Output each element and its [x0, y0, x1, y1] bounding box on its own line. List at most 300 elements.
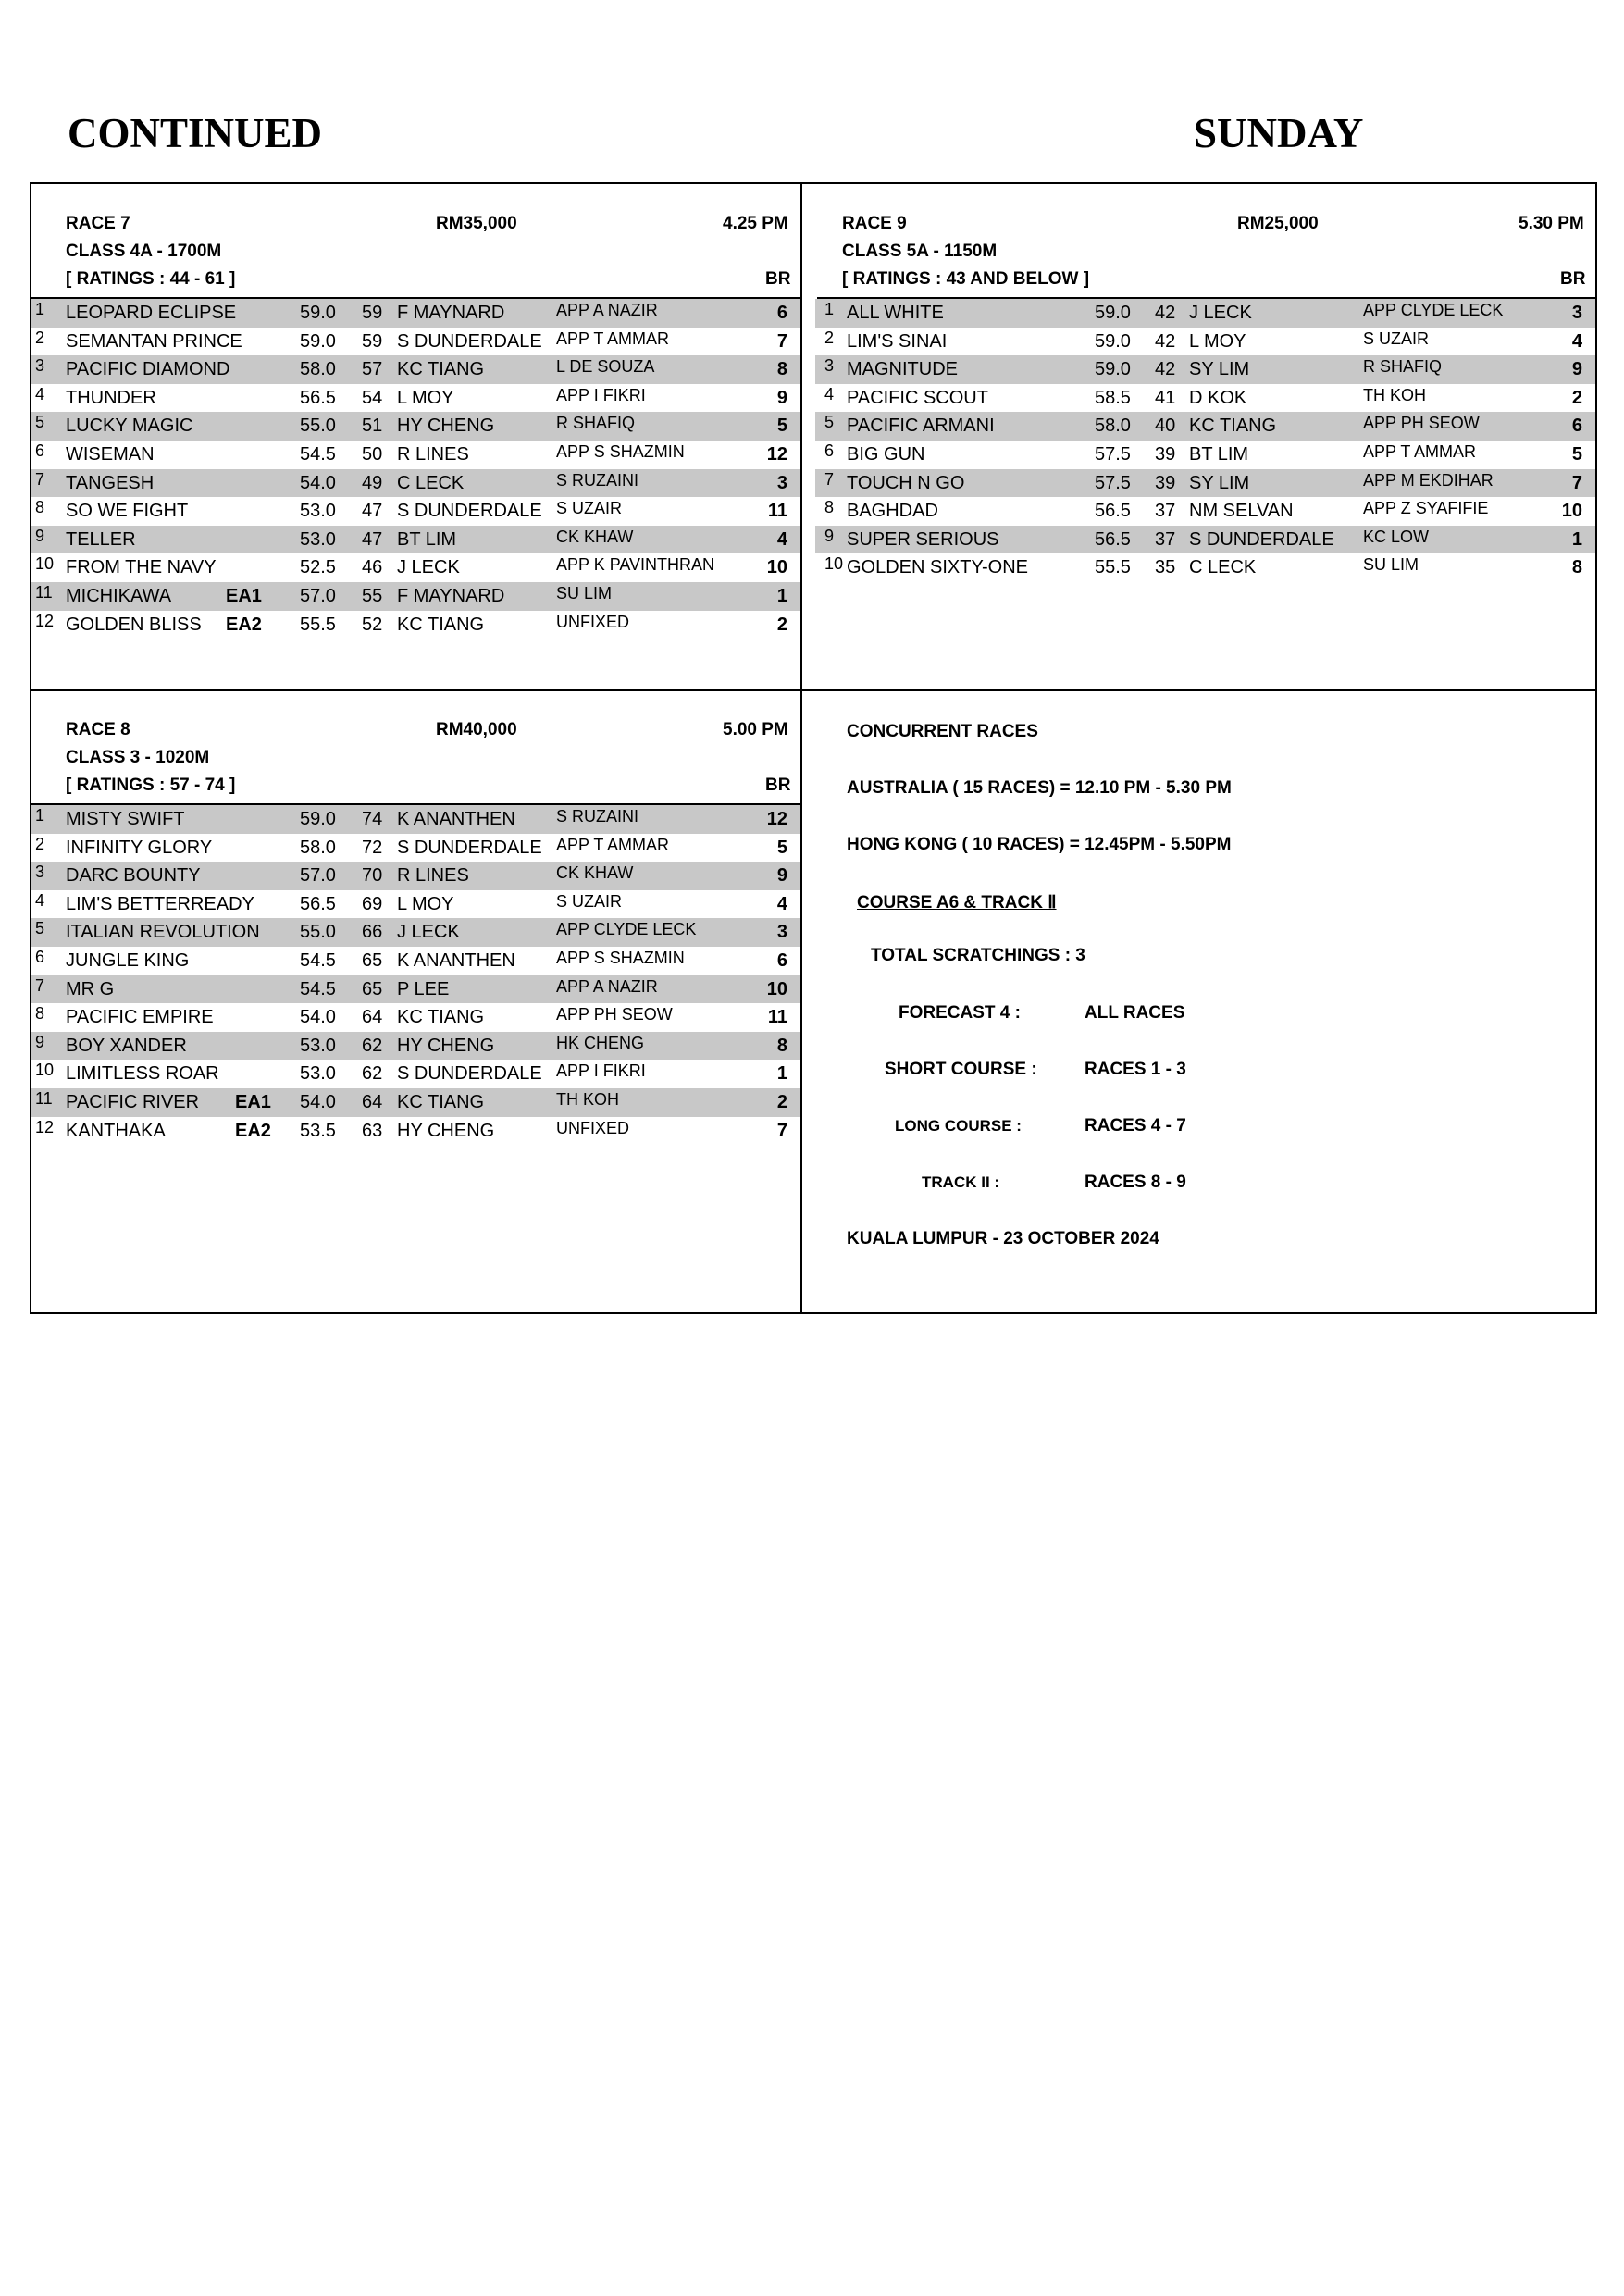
horse-name: SO WE FIGHT: [66, 501, 189, 522]
runner-row: [31, 890, 800, 919]
trainer: APP T AMMAR: [1363, 441, 1477, 461]
weight: 57.0: [300, 865, 336, 887]
runner-number: 12: [35, 611, 55, 630]
barrier-draw: 3: [1571, 303, 1582, 323]
runner-number: 7: [35, 975, 45, 995]
jockey: P LEE: [397, 978, 450, 999]
horse-name: BAGHDAD: [847, 501, 938, 522]
jockey: KC TIANG: [397, 359, 485, 380]
weight: 59.0: [300, 303, 336, 323]
runner-row: [31, 328, 800, 356]
trainer: R SHAFIQ: [1363, 357, 1443, 377]
weight: 54.0: [300, 472, 336, 493]
rating: 50: [362, 443, 383, 465]
jockey: J LECK: [397, 557, 460, 578]
weight: 58.5: [1095, 387, 1131, 408]
jockey: J LECK: [1189, 303, 1252, 323]
long-course-value: RACES 4 - 7: [1085, 1116, 1186, 1136]
trainer: APP I FIKRI: [556, 385, 646, 404]
runner-row: [31, 1032, 800, 1061]
runner-row: [31, 553, 800, 582]
weight: 55.0: [300, 416, 336, 437]
horse-name: GOLDEN BLISS: [66, 614, 202, 635]
runner-number: 6: [35, 947, 45, 966]
runner-row: [31, 299, 800, 328]
weight: 56.5: [300, 387, 336, 408]
jockey: R LINES: [397, 443, 469, 465]
rating: 63: [362, 1120, 383, 1141]
jockey: NM SELVAN: [1189, 501, 1294, 522]
horse-name: SUPER SERIOUS: [847, 528, 999, 550]
barrier-draw: 10: [1561, 501, 1582, 522]
runner-row: [31, 384, 800, 413]
trainer: APP T AMMAR: [556, 835, 670, 854]
runner-row: [31, 1117, 800, 1146]
barrier-draw: 4: [1571, 330, 1582, 352]
weight: 58.0: [1095, 416, 1131, 437]
barrier-draw: 9: [1571, 359, 1582, 380]
jockey: F MAYNARD: [397, 585, 505, 606]
horse-name: SEMANTAN PRINCE: [66, 330, 242, 352]
runner-row: [815, 441, 1595, 469]
trainer: APP S SHAZMIN: [556, 441, 685, 461]
trainer: KC LOW: [1363, 527, 1430, 546]
trainer: R SHAFIQ: [556, 414, 636, 433]
horse-name: LIM'S SINAI: [847, 330, 948, 352]
jockey: S DUNDERDALE: [397, 837, 542, 858]
rating: 55: [362, 585, 383, 606]
barrier-draw: 7: [1571, 472, 1582, 493]
runner-number: 2: [35, 834, 45, 853]
barrier-draw: 6: [776, 949, 787, 971]
weight: 54.5: [300, 978, 336, 999]
runner-row: [31, 947, 800, 975]
horse-name: MR G: [66, 978, 115, 999]
barrier-label: BR: [1560, 269, 1586, 289]
short-course-label: SHORT COURSE :: [885, 1060, 1037, 1079]
horse-name: BIG GUN: [847, 443, 925, 465]
emergency-acceptor: EA1: [235, 1091, 271, 1112]
horse-name: BOY XANDER: [66, 1035, 187, 1056]
runner-row: [31, 1088, 800, 1117]
horse-name: FROM THE NAVY: [66, 557, 217, 578]
race-panel-race-9: [802, 184, 1595, 582]
weight: 53.0: [300, 528, 336, 550]
runner-row: [31, 526, 800, 554]
weight: 59.0: [1095, 303, 1131, 323]
barrier-draw: 8: [1571, 557, 1582, 578]
race-class-row: [802, 242, 1595, 269]
race-number: RACE 7: [66, 214, 130, 233]
runner-number: 1: [35, 806, 45, 825]
runner-row: [31, 834, 800, 863]
trainer: UNFIXED: [556, 612, 630, 631]
horse-name: GOLDEN SIXTY-ONE: [847, 557, 1028, 578]
jockey: SY LIM: [1189, 472, 1250, 493]
trainer: SU LIM: [556, 583, 613, 602]
race-header: [802, 214, 1595, 242]
horse-name: PACIFIC EMPIRE: [66, 1007, 214, 1028]
barrier-draw: 2: [776, 1091, 787, 1112]
runner-number: 7: [35, 469, 45, 489]
jockey: F MAYNARD: [397, 303, 505, 323]
barrier-draw: 1: [1571, 528, 1582, 550]
barrier-draw: 10: [766, 978, 787, 999]
weight: 59.0: [1095, 359, 1131, 380]
trainer: S UZAIR: [1363, 329, 1430, 348]
runner-row: [815, 469, 1595, 498]
runner-row: [815, 384, 1595, 413]
horse-name: WISEMAN: [66, 443, 155, 465]
runner-row: [815, 526, 1595, 554]
trainer: APP T AMMAR: [556, 329, 670, 348]
barrier-label: BR: [765, 269, 791, 289]
race-class-row: [31, 748, 800, 776]
rating: 42: [1155, 330, 1176, 352]
runner-number: 10: [35, 554, 55, 574]
trainer: APP I FIKRI: [556, 1061, 646, 1081]
concurrent-hongkong: HONG KONG ( 10 RACES) = 12.45PM - 5.50PM: [847, 835, 1232, 854]
trainer: APP S SHAZMIN: [556, 948, 685, 967]
race-ratings: [ RATINGS : 43 AND BELOW ]: [842, 269, 1090, 289]
race-class-row: [31, 242, 800, 269]
runner-number: 9: [35, 526, 45, 545]
rating: 49: [362, 472, 383, 493]
weight: 52.5: [300, 557, 336, 578]
weight: 59.0: [300, 330, 336, 352]
runner-row: [31, 412, 800, 441]
rating: 59: [362, 303, 383, 323]
rating: 39: [1155, 443, 1176, 465]
runner-row: [31, 497, 800, 526]
race-class: CLASS 5A - 1150M: [842, 242, 998, 261]
race-class: CLASS 3 - 1020M: [66, 748, 210, 767]
race-prize: RM35,000: [436, 214, 517, 233]
weight: 56.5: [1095, 528, 1131, 550]
trainer: SU LIM: [1363, 555, 1419, 575]
jockey: SY LIM: [1189, 359, 1250, 380]
runner-number: 4: [35, 384, 45, 403]
runner-number: 12: [35, 1117, 55, 1136]
trainer: UNFIXED: [556, 1118, 630, 1137]
jockey: C LECK: [397, 472, 465, 493]
horse-name: LIM'S BETTERREADY: [66, 893, 254, 914]
weight: 54.0: [300, 1007, 336, 1028]
weight: 55.5: [1095, 557, 1131, 578]
weight: 56.5: [1095, 501, 1131, 522]
horse-name: JUNGLE KING: [66, 949, 190, 971]
trainer: CK KHAW: [556, 863, 634, 883]
total-scratchings: TOTAL SCRATCHINGS : 3: [871, 946, 1085, 965]
barrier-draw: 4: [776, 528, 787, 550]
runner-row: [31, 862, 800, 890]
runner-number: 10: [824, 554, 844, 574]
horse-name: PACIFIC SCOUT: [847, 387, 988, 408]
rating: 42: [1155, 303, 1176, 323]
horse-name: ALL WHITE: [847, 303, 944, 323]
rating: 57: [362, 359, 383, 380]
jockey: BT LIM: [1189, 443, 1249, 465]
runner-number: 4: [35, 890, 45, 910]
rating: 64: [362, 1091, 383, 1112]
rating: 37: [1155, 501, 1176, 522]
trainer: S UZAIR: [556, 499, 623, 518]
barrier-draw: 3: [776, 922, 787, 943]
horse-name: LUCKY MAGIC: [66, 416, 193, 437]
trainer: APP PH SEOW: [1363, 414, 1480, 433]
horse-name: ITALIAN REVOLUTION: [66, 922, 260, 943]
trainer: S RUZAINI: [556, 470, 639, 490]
weight: 55.0: [300, 922, 336, 943]
runner-number: 3: [35, 863, 45, 882]
rating: 65: [362, 949, 383, 971]
barrier-draw: 6: [1571, 416, 1582, 437]
barrier-draw: 12: [766, 443, 787, 465]
race-number: RACE 9: [842, 214, 907, 233]
race-prize: RM40,000: [436, 720, 517, 739]
horse-name: KANTHAKA: [66, 1120, 166, 1141]
runner-row: [31, 1003, 800, 1032]
runner-number: 10: [35, 1061, 55, 1080]
runner-row: [815, 328, 1595, 356]
venue-date: KUALA LUMPUR - 23 OCTOBER 2024: [847, 1229, 1159, 1248]
runner-number: 3: [35, 356, 45, 376]
runner-row: [31, 355, 800, 384]
track-value: RACES 8 - 9: [1085, 1173, 1186, 1192]
barrier-draw: 7: [776, 330, 787, 352]
horse-name: TOUCH N GO: [847, 472, 965, 493]
horse-name: LEOPARD ECLIPSE: [66, 303, 237, 323]
race-time: 5.00 PM: [723, 720, 788, 739]
short-course-value: RACES 1 - 3: [1085, 1060, 1186, 1079]
jockey: S DUNDERDALE: [397, 1063, 542, 1085]
trainer: APP PH SEOW: [556, 1005, 673, 1024]
jockey: KC TIANG: [397, 1091, 485, 1112]
weight: 53.0: [300, 1063, 336, 1085]
barrier-draw: 3: [776, 472, 787, 493]
forecast-value: ALL RACES: [1085, 1003, 1185, 1023]
jockey: S DUNDERDALE: [397, 501, 542, 522]
horse-name: TANGESH: [66, 472, 155, 493]
emergency-acceptor: EA1: [226, 585, 262, 606]
runner-list: [31, 299, 800, 639]
runner-row: [31, 975, 800, 1004]
jockey: R LINES: [397, 865, 469, 887]
runner-number: 8: [824, 498, 835, 517]
runner-list: [31, 805, 800, 1145]
rating: 64: [362, 1007, 383, 1028]
runner-number: 6: [35, 441, 45, 460]
horse-name: LIMITLESS ROAR: [66, 1063, 219, 1085]
barrier-draw: 5: [776, 416, 787, 437]
concurrent-australia: AUSTRALIA ( 15 RACES) = 12.10 PM - 5.30 PM: [847, 778, 1232, 798]
runner-number: 5: [824, 413, 835, 432]
rating: 72: [362, 837, 383, 858]
weight: 59.0: [1095, 330, 1131, 352]
weight: 54.5: [300, 949, 336, 971]
barrier-draw: 11: [767, 501, 787, 522]
rating: 51: [362, 416, 383, 437]
trainer: APP CLYDE LECK: [1363, 301, 1504, 319]
runner-row: [815, 412, 1595, 441]
barrier-draw: 12: [766, 809, 787, 829]
rating: 47: [362, 528, 383, 550]
runner-list: [802, 299, 1595, 582]
barrier-draw: 5: [1571, 443, 1582, 465]
course-track: COURSE A6 & TRACK Ⅱ: [857, 893, 1057, 912]
runner-number: 3: [824, 356, 835, 376]
trainer: L DE SOUZA: [556, 357, 655, 377]
runner-number: 8: [35, 1004, 45, 1024]
runner-number: 9: [824, 526, 835, 545]
barrier-draw: 6: [776, 303, 787, 323]
rating: 65: [362, 978, 383, 999]
forecast-label: FORECAST 4 :: [899, 1003, 1021, 1023]
rating: 52: [362, 614, 383, 635]
horse-name: MISTY SWIFT: [66, 809, 185, 829]
emergency-acceptor: EA2: [226, 614, 262, 635]
runner-number: 11: [35, 1088, 53, 1108]
race-header: [31, 720, 800, 748]
rating: 39: [1155, 472, 1176, 493]
trainer: S RUZAINI: [556, 807, 639, 825]
weight: 57.5: [1095, 443, 1131, 465]
jockey: J LECK: [397, 922, 460, 943]
horse-name: MICHIKAWA: [66, 585, 172, 606]
barrier-draw: 4: [776, 893, 787, 914]
barrier-label: BR: [765, 776, 791, 795]
jockey: S DUNDERDALE: [1189, 528, 1334, 550]
race-ratings: [ RATINGS : 44 - 61 ]: [66, 269, 236, 289]
weight: 57.0: [300, 585, 336, 606]
race-time: 4.25 PM: [723, 214, 788, 233]
weight: 53.0: [300, 1035, 336, 1056]
barrier-draw: 8: [776, 1035, 787, 1056]
race-prize: RM25,000: [1237, 214, 1319, 233]
rating: 54: [362, 387, 383, 408]
rating: 42: [1155, 359, 1176, 380]
barrier-draw: 9: [776, 387, 787, 408]
jockey: L MOY: [397, 893, 454, 914]
jockey: L MOY: [1189, 330, 1246, 352]
weight: 57.5: [1095, 472, 1131, 493]
horse-name: PACIFIC DIAMOND: [66, 359, 230, 380]
trainer: APP K PAVINTHRAN: [556, 555, 715, 575]
race-time: 5.30 PM: [1519, 214, 1584, 233]
rating: 74: [362, 809, 383, 829]
weight: 58.0: [300, 359, 336, 380]
runner-number: 2: [824, 328, 835, 347]
jockey: K ANANTHEN: [397, 809, 515, 829]
barrier-draw: 11: [767, 1007, 787, 1028]
runner-row: [815, 497, 1595, 526]
jockey: KC TIANG: [1189, 416, 1277, 437]
runner-row: [31, 441, 800, 469]
runner-number: 9: [35, 1032, 45, 1051]
barrier-draw: 2: [776, 614, 787, 635]
trainer: HK CHENG: [556, 1033, 645, 1052]
long-course-label: LONG COURSE :: [895, 1117, 1022, 1135]
runner-row: [31, 918, 800, 947]
runner-row: [31, 1060, 800, 1088]
runner-number: 5: [35, 919, 45, 938]
horse-name: TELLER: [66, 528, 136, 550]
runner-row: [31, 469, 800, 498]
track-label: TRACK II :: [922, 1173, 1000, 1191]
trainer: TH KOH: [1363, 385, 1427, 404]
runner-row: [815, 355, 1595, 384]
runner-number: 2: [35, 328, 45, 347]
rating: 59: [362, 330, 383, 352]
horse-name: MAGNITUDE: [847, 359, 958, 380]
jockey: HY CHENG: [397, 1120, 495, 1141]
jockey: K ANANTHEN: [397, 949, 515, 971]
weight: 53.0: [300, 501, 336, 522]
weight: 53.5: [300, 1120, 336, 1141]
trainer: APP Z SYAFIFIE: [1363, 499, 1489, 518]
rating: 35: [1155, 557, 1176, 578]
header-continued: CONTINUED: [68, 110, 323, 156]
runner-number: 6: [824, 441, 835, 460]
rating: 69: [362, 893, 383, 914]
barrier-draw: 9: [776, 865, 787, 887]
jockey: C LECK: [1189, 557, 1257, 578]
runner-number: 4: [824, 384, 835, 403]
runner-row: [31, 611, 800, 639]
jockey: BT LIM: [397, 528, 457, 550]
race-header: [31, 214, 800, 242]
horse-name: THUNDER: [66, 387, 156, 408]
jockey: HY CHENG: [397, 1035, 495, 1056]
trainer: CK KHAW: [556, 527, 634, 546]
runner-row: [31, 805, 800, 834]
race-panel-race-7: [31, 184, 800, 639]
runner-number: 7: [824, 469, 835, 489]
weight: 58.0: [300, 837, 336, 858]
barrier-draw: 1: [776, 1063, 787, 1085]
race-panel-race-8: [31, 691, 800, 1145]
rating: 66: [362, 922, 383, 943]
trainer: APP A NAZIR: [556, 976, 658, 996]
jockey: S DUNDERDALE: [397, 330, 542, 352]
horse-name: DARC BOUNTY: [66, 865, 201, 887]
trainer: APP A NAZIR: [556, 301, 658, 319]
horse-name: PACIFIC ARMANI: [847, 416, 995, 437]
runner-number: 1: [35, 300, 45, 318]
barrier-draw: 2: [1571, 387, 1582, 408]
race-ratings-row: [817, 269, 1595, 299]
barrier-draw: 5: [776, 837, 787, 858]
barrier-draw: 7: [776, 1120, 787, 1141]
runner-number: 8: [35, 498, 45, 517]
weight: 54.5: [300, 443, 336, 465]
rating: 37: [1155, 528, 1176, 550]
trainer: S UZAIR: [556, 891, 623, 911]
weight: 56.5: [300, 893, 336, 914]
emergency-acceptor: EA2: [235, 1120, 271, 1141]
jockey: L MOY: [397, 387, 454, 408]
runner-row: [815, 299, 1595, 328]
race-ratings-row: [31, 776, 800, 805]
rating: 70: [362, 865, 383, 887]
race-ratings-row: [31, 269, 800, 299]
rating: 62: [362, 1063, 383, 1085]
trainer: APP CLYDE LECK: [556, 920, 697, 939]
rating: 40: [1155, 416, 1176, 437]
runner-number: 5: [35, 413, 45, 432]
runner-row: [31, 582, 800, 611]
race-class: CLASS 4A - 1700M: [66, 242, 222, 261]
